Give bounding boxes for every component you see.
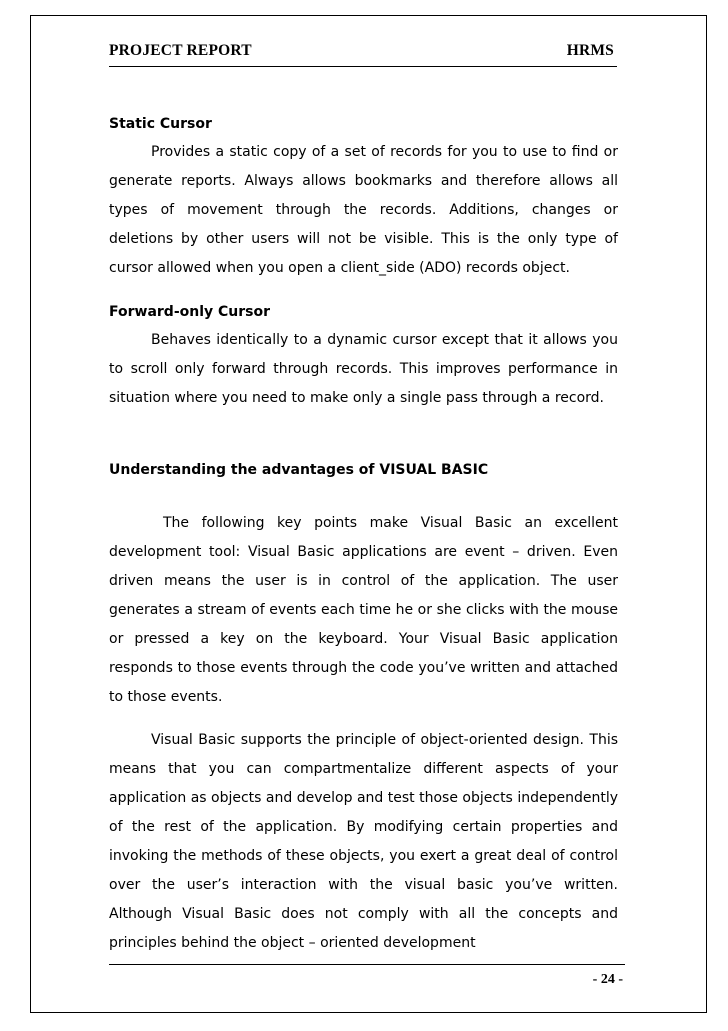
header-project-name: HRMS bbox=[566, 42, 614, 59]
header-title: PROJECT REPORT bbox=[109, 42, 252, 59]
page-header bbox=[109, 41, 617, 67]
footer-rule bbox=[109, 964, 625, 965]
vb-advantages-paragraph-1: The following key points make Visual Basic an excellent development tool: Visual Basic applications are event – driven. Even driven means the user is in control of the application. The user generates a stream of events each time he or she clicks with the mouse or pressed a key on the keyboard. Your Visual Basic application responds to those events through the code you’ve written and attached to those events. bbox=[109, 515, 618, 705]
section-heading-static-cursor: Static Cursor bbox=[109, 116, 212, 132]
vb-advantages-paragraph-2: Visual Basic supports the principle of object-oriented design. This means that you can compartmentalize different aspects of your application as objects and develop and test those objects independently of the rest of the application. By modifying certain properties and invoking the methods of these objects, you exert a great deal of control over the user’s interaction with the visual basic you’ve written. Although Visual Basic does not comply with all the concepts and principles behind the object – oriented development bbox=[109, 732, 618, 951]
page-number: - 24 - bbox=[592, 972, 623, 987]
static-cursor-paragraph: Provides a static copy of a set of records for you to use to find or generate reports. Always allows bookmarks and therefore allows all types of movement through the records. Additions, changes or deletions by other users will not be visible. This is the only type of cursor allowed when you open a client_side (ADO) records object. bbox=[109, 144, 618, 276]
section-heading-forward-only-cursor: Forward-only Cursor bbox=[109, 304, 271, 320]
section-heading-vb-advantages: Understanding the advantages of VISUAL BASIC bbox=[109, 462, 489, 478]
forward-only-cursor-paragraph: Behaves identically to a dynamic cursor except that it allows you to scroll only forward through records. This improves performance in situation where you need to make only a single pass through a record. bbox=[109, 332, 618, 406]
